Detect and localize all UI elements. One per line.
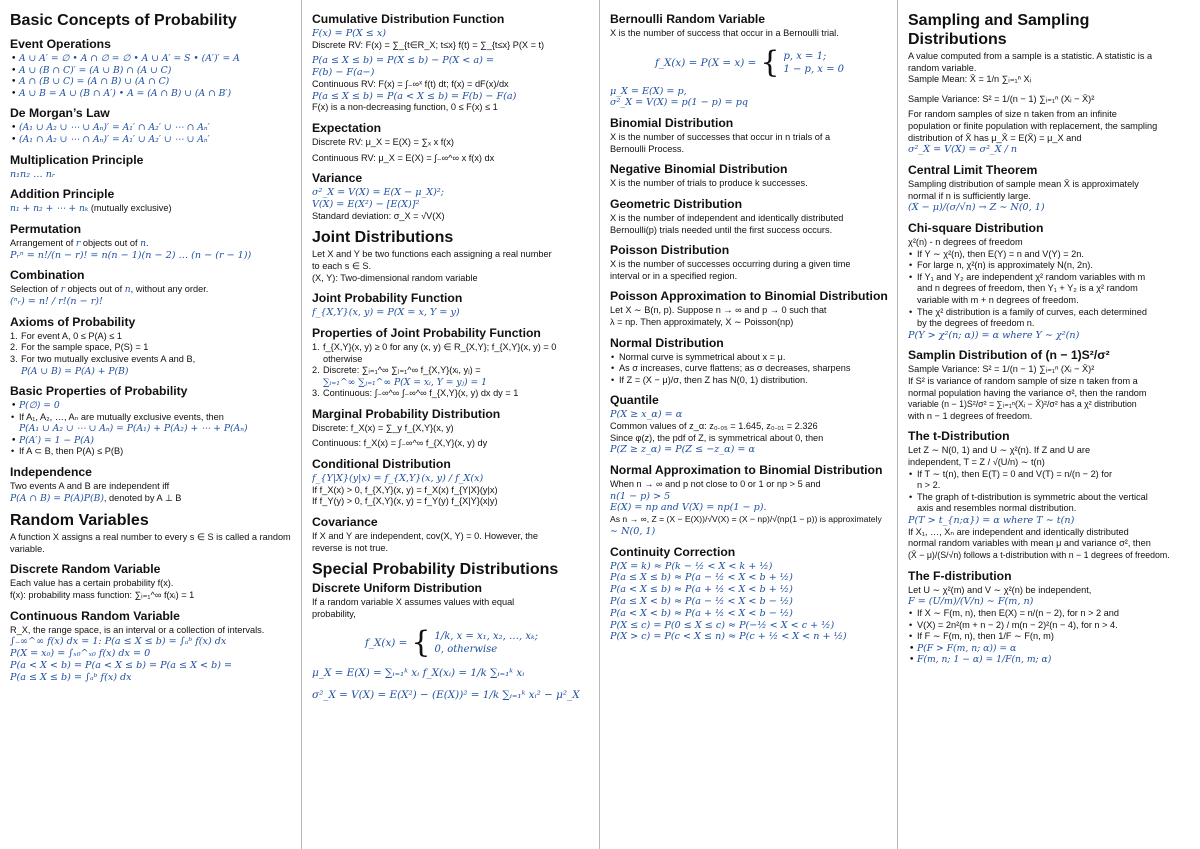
- uniform-pmf: [312, 625, 591, 661]
- t-text: (X̄ − μ)/(S/√n) follows a t-distribution with n − 1 degrees of freedom.: [908, 550, 1170, 560]
- list-item: • If F ∼ F(m, n), then 1/F ∼ F(n, m): [908, 631, 1192, 643]
- list-item: [10, 342, 293, 354]
- heading-axioms: Axioms of Probability: [10, 314, 136, 329]
- heading-expectation: Expectation: [312, 120, 382, 135]
- bernoulli-pmf: [610, 44, 889, 80]
- event-operations-list: [10, 53, 293, 99]
- item-text: and n degrees of freedom, then Y₁ + Y₂ is a χ² random: [917, 283, 1138, 294]
- list-item: • (A₁ ∪ A₂ ∪ ⋯ ∪ Aₙ)′ = A₁′ ∩ A₂′ ∪ ⋯ ∩ Aₙ′: [10, 122, 293, 134]
- text: Selection of: [10, 284, 61, 295]
- heading-covariance: Covariance: [312, 515, 378, 530]
- item-text: If Y₁ and Y₂ are independent χ² random variables with m: [917, 271, 1146, 282]
- list-item: • (A₁ ∩ A₂ ∪ ⋯ ∩ Aₙ)′ = A₁′ ∪ A₂′ ∪ ⋯ ∪ Aₙ′: [10, 134, 293, 146]
- item-text: If T ∼ t(n), then E(T) = 0 and V(T) = n/(n − 2) for: [917, 468, 1113, 479]
- heading-sampling-distribution: Samplin Distribution of (n − 1)S²/σ²: [908, 348, 1110, 363]
- heading-normal-approximation: Normal Approximation to Binomial Distribution: [610, 463, 883, 478]
- heading-geometric: Geometric Distribution: [610, 196, 743, 211]
- list-item: [312, 388, 591, 400]
- formula: V(X) = E(X²) − [E(X)]²: [312, 198, 420, 210]
- formula: P(A ∩ B) = P(A)P(B): [10, 492, 104, 504]
- pmf-cases: [434, 630, 538, 656]
- formula: σ²_X = V(X) = p(1 − p) = pq: [610, 97, 748, 109]
- formula: P(A₁ ∪ A₂ ∪ ⋯ ∪ Aₙ) = P(A₁) + P(A₂) + ⋯ + P(Aₙ): [19, 423, 248, 435]
- formula: σ²_X = V(X) = E(X − μ_X)²;: [312, 187, 444, 199]
- heading-multiplication-principle: Multiplication Principle: [10, 152, 144, 167]
- section-title-basic-concepts: Basic Concepts of Probability: [10, 12, 237, 29]
- list-item: • If Z = (X − μ)/σ, then Z has N(0, 1) distribution.: [610, 375, 889, 387]
- list-item: • Normal curve is symmetrical about x = μ.: [610, 352, 889, 364]
- covariance-text: If X and Y are independent, cov(X, Y) = 0. However, the: [312, 531, 539, 542]
- spacer: [312, 620, 591, 628]
- column-2: [302, 0, 600, 849]
- list-item: • A ∪ B = A ∪ (B ∩ A′) • A = (A ∩ B) ∪ (A ∩ B′): [10, 88, 293, 100]
- sample-variance: Sample Variance: S² = 1/(n − 1) ∑ᵢ₌₁ⁿ (Xᵢ − X̄)²: [908, 93, 1095, 104]
- formula: μ_X = E(X) = p,: [610, 85, 687, 97]
- list-item: • A ∪ A′ = ∅ • A ∩ ∅ = ∅ • A ∪ A′ = S • (A′)′ = A: [10, 53, 293, 65]
- t-list: [908, 469, 1192, 515]
- list-item: [10, 331, 293, 343]
- formula: P(X = x₀) = ∫ₓ₀^ₓ₀ f(x) dx = 0: [10, 648, 151, 660]
- pmf-case: 0, otherwise: [434, 644, 498, 656]
- heading-normal: Normal Distribution: [610, 335, 724, 350]
- formula: Standard deviation: σ_X = √V(X): [312, 210, 445, 221]
- item-text: If A₁, A₂, …, Aₙ are mutually exclusive events, then: [19, 411, 224, 422]
- heading-cdf: Cumulative Distribution Function: [312, 12, 505, 26]
- list-item: • If Y ∼ χ²(n), then E(Y) = n and V(Y) = 2n.: [908, 249, 1192, 261]
- item-text: Discrete: ∑ᵢ₌₁^∞ ∑ⱼ₌₁^∞ f_{X,Y}(xᵢ, yⱼ) =: [323, 365, 481, 376]
- spacer: [312, 680, 591, 688]
- column-1: [0, 0, 302, 849]
- text: , without any order.: [130, 284, 209, 295]
- formula: Continuous: f_X(x) = ∫₋∞^∞ f_{X,Y}(x, y) dy: [312, 438, 488, 449]
- section-title-special-distributions: Special Probability Distributions: [312, 561, 559, 579]
- list-item: [312, 342, 591, 365]
- formula: (X̄ − μ)/(σ/√n) → Z ∼ N(0, 1): [908, 202, 1045, 214]
- covariance-text: reverse is not true.: [312, 542, 389, 553]
- formula: P(X > c) = P(c < X ≤ n) ≈ P(c + ½ < X < n + ½): [610, 631, 847, 643]
- list-item: • A ∪ (B ∩ C)′ = (A ∪ B) ∩ (A ∪ C): [10, 65, 293, 77]
- text: Arrangement of: [10, 237, 76, 248]
- quantile-text: Since φ(z), the pdf of Z, is symmetrical about 0, then: [610, 432, 824, 443]
- formula: P(a < X < b) ≈ P(a + ½ < X < b − ½): [610, 607, 793, 619]
- sampdist-text: variable (n − 1)S²/σ² = ∑ᵢ₌₁ⁿ(Xᵢ − X̄)²/σ² has a χ² distribution: [908, 399, 1137, 410]
- list-item: [908, 492, 1192, 515]
- formula: P(a ≤ X ≤ b) ≈ P(a − ½ < X < b + ½): [610, 572, 793, 584]
- formula: ∑ᵢ₌₁^∞ ∑ⱼ₌₁^∞ P(X = xᵢ, Y = yⱼ) = 1: [323, 376, 487, 388]
- pmf-case: 1 − p, x = 0: [783, 63, 845, 75]
- basic-properties-list: [10, 400, 293, 458]
- variable: r: [75, 237, 81, 249]
- text: , denoted by A ⊥ B: [103, 492, 182, 503]
- formula: n₁n₂ … nᵣ: [10, 168, 56, 180]
- list-item: [312, 365, 591, 388]
- geometric-text: Bernoulli(p) trials needed until the first success occurs.: [610, 224, 833, 235]
- text: objects out of: [80, 237, 141, 248]
- heading-marginal: Marginal Probability Distribution: [312, 406, 501, 421]
- uniform-text: If a random variable X assumes values with equal: [312, 597, 515, 608]
- heading-t-distribution: The t-Distribution: [908, 429, 1010, 444]
- spacer: [312, 658, 591, 666]
- formula: P(X ≥ x_α) = α: [610, 409, 683, 421]
- sampdist-text: normal population having the variance σ², then the random: [908, 387, 1147, 398]
- random-variable-text: A function X assigns a real number to every s ∈ S is called a random variable.: [10, 532, 291, 554]
- heading-conditional: Conditional Distribution: [312, 457, 451, 472]
- item-text: Continuous: ∫₋∞^∞ ∫₋∞^∞ f_{X,Y}(x, y) dx dy = 1: [323, 388, 519, 399]
- formula: F = (U/m)/(V/n) ∼ F(m, n): [908, 596, 1034, 608]
- random-samples-text: For random samples of size n taken from an infinite: [908, 109, 1117, 120]
- list-item: [10, 412, 293, 435]
- heading-continuous-rv: Continuous Random Variable: [10, 608, 180, 623]
- discrete-rv-line: f(x): probability mass function: ∑ᵢ₌₁^∞ f(xᵢ) = 1: [10, 590, 195, 601]
- t-text: independent, T = Z / √(U/n) ∼ t(n): [908, 457, 1045, 468]
- item-text: otherwise: [323, 353, 363, 364]
- sampdist-text: If S² is variance of random sample of size n taken from a: [908, 376, 1138, 387]
- continuous-rv-line: R_X, the range space, is an interval or a collection of intervals.: [10, 624, 265, 635]
- independence-text: Two events A and B are independent iff: [10, 481, 170, 492]
- formula: f_{X,Y}(x, y) = P(X = x, Y = y): [312, 307, 460, 319]
- sampling-intro: random variable.: [908, 62, 977, 73]
- t-text: Let Z ∼ N(0, 1) and U ∼ χ²(n). If Z and U are: [908, 445, 1091, 456]
- heading-discrete-uniform: Discrete Uniform Distribution: [312, 581, 482, 596]
- formula: Pᵣⁿ = n!/(n − r)! = n(n − 1)(n − 2) … (n − (r − 1)): [10, 249, 252, 261]
- pmf-case: 1/k, x = x₁, x₂, …, xₖ;: [434, 631, 539, 643]
- heading-addition-principle: Addition Principle: [10, 187, 115, 202]
- formula: P(a < X < b) = P(a < X ≤ b) = P(a ≤ X < b) =: [10, 659, 233, 671]
- list-item: • A ∩ (B ∪ C) = (A ∩ B) ∪ (A ∩ C): [10, 76, 293, 88]
- t-text: normal random variables with mean μ and variance σ², then: [908, 538, 1151, 549]
- formula: F(b) − F(a−): [312, 67, 375, 79]
- formula: P(a ≤ X ≤ b) = P(a < X ≤ b) = F(b) − F(a): [312, 90, 517, 102]
- heading-independence: Independence: [10, 465, 92, 480]
- heading-f-distribution: The F-distribution: [908, 568, 1012, 583]
- text: objects out of: [64, 284, 125, 295]
- f-text: Let U ∼ χ²(m) and V ∼ χ²(n) be independent,: [908, 584, 1092, 595]
- heading-de-morgan: De Morgan’s Law: [10, 106, 110, 121]
- heading-clt: Central Limit Theorem: [908, 162, 1038, 177]
- list-item: • P(∅) = 0: [10, 400, 293, 412]
- de-morgan-list: [10, 122, 293, 145]
- list-item: • If X ∼ F(m, n), then E(X) = n/(n − 2), for n > 2 and: [908, 608, 1192, 620]
- formula: F(x) is a non-decreasing function, 0 ≤ F(x) ≤ 1: [312, 102, 498, 113]
- bernoulli-text: X is the number of success that occur in a Bernoulli trial.: [610, 28, 839, 38]
- quantile-text: Common values of z_α: z₀.₀₅ = 1.645, z₀.₀₁ = 2.326: [610, 421, 818, 432]
- binomial-text: Bernoulli Process.: [610, 143, 685, 154]
- joint-text: Let X and Y be two functions each assigning a real number: [312, 249, 552, 260]
- left-brace: {: [760, 44, 780, 80]
- left-brace: {: [411, 625, 431, 661]
- item-number: 3.: [10, 353, 18, 364]
- list-item: [908, 307, 1192, 330]
- formula: Continuous RV: F(x) = ∫₋∞ˣ f(t) dt; f(x) = dF(x)/dx: [312, 78, 509, 89]
- formula: n(1 − p) > 5: [610, 490, 671, 502]
- heading-discrete-rv: Discrete Random Variable: [10, 562, 161, 577]
- list-item: [908, 272, 1192, 307]
- item-text: f_{X,Y}(x, y) ≥ 0 for any (x, y) ∈ R_{X,Y}; f_{X,Y}(x, y) = 0: [323, 341, 557, 352]
- formula: Discrete RV: μ_X = E(X) = ∑ₓ x f(x): [312, 136, 454, 147]
- note: (mutually exclusive): [88, 203, 172, 214]
- addition-line: [10, 203, 293, 215]
- pmf-cases: [783, 50, 844, 76]
- text: .: [145, 237, 149, 248]
- formula: μ_X = E(X) = ∑ᵢ₌₁ᵏ xᵢ f_X(xᵢ) = 1/k ∑ᵢ₌₁ᵏ xᵢ: [312, 667, 525, 680]
- clt-text: Sampling distribution of sample mean X̄ is approximately: [908, 178, 1139, 189]
- section-title-sampling: Sampling and Sampling Distributions: [908, 12, 1090, 48]
- poisson-approx-text: λ = np. Then approximately, X ∼ Poisson(np): [610, 316, 794, 327]
- binomial-text: X is the number of successes that occur in n trials of a: [610, 132, 831, 143]
- chi-square-list: [908, 249, 1192, 330]
- spacer: [908, 86, 1192, 94]
- formula: If f_X(x) > 0, f_{X,Y}(x, y) = f_X(x) f_{Y|X}(y|x): [312, 484, 498, 495]
- heading-properties-jpf: Properties of Joint Probability Function: [312, 325, 541, 340]
- heading-variance: Variance: [312, 171, 363, 186]
- item-text: The χ² distribution is a family of curves, each determined: [917, 306, 1148, 317]
- f-list: [908, 608, 1192, 666]
- permutation-text: [10, 238, 293, 250]
- sampdist-text: Sample Variance: S² = 1/(n − 1) ∑ᵢ₌₁ⁿ (Xᵢ − X̄)²: [908, 364, 1095, 375]
- properties-jpf-list: [312, 342, 591, 400]
- normal-approx-text: When n → ∞ and p not close to 0 or 1 or np > 5 and: [610, 479, 821, 490]
- random-samples-text: distribution of X̄ has μ_X̄ = E(X̄) = μ_X and: [908, 132, 1082, 143]
- sample-mean: Sample Mean: X̄ = 1/n ∑ᵢ₌₁ⁿ Xᵢ: [908, 74, 1032, 85]
- formula: P(X ≤ c) = P(0 ≤ X ≤ c) ≈ P(−½ < X < c + ½): [610, 619, 835, 631]
- heading-quantile: Quantile: [610, 393, 659, 408]
- random-samples-text: population or finite population with replacement, the sampling: [908, 120, 1158, 131]
- formula: P(a ≤ X < b) ≈ P(a − ½ < X < b − ½): [610, 596, 793, 608]
- section-title-joint-distributions: Joint Distributions: [312, 229, 454, 247]
- heading-poisson: Poisson Distribution: [610, 243, 730, 258]
- formula: P(Z ≥ z_α) = P(Z ≤ −z_α) = α: [610, 444, 755, 456]
- normal-approx-text: As n → ∞, Z = (X − E(X))/√V(X) = (X − np)/√(np(1 − p)) is approximately: [610, 514, 882, 525]
- heading-poisson-approximation: Poisson Approximation to Binomial Distribution: [610, 289, 888, 304]
- independence-formula-line: [10, 493, 293, 505]
- joint-text: to each s ∈ S.: [312, 260, 372, 271]
- geometric-text: X is the number of independent and identically distributed: [610, 212, 844, 223]
- negative-binomial-text: X is the number of trials to produce k successes.: [610, 178, 808, 189]
- variable: n: [124, 284, 131, 296]
- axioms-list: [10, 331, 293, 377]
- item-text: For the sample space, P(S) = 1: [21, 342, 149, 353]
- spacer: [610, 40, 889, 48]
- item-text: The graph of t-distribution is symmetric about the vertical: [917, 491, 1148, 502]
- formula: f_{Y|X}(y|x) = f_{X,Y}(x, y) / f_X(x): [312, 473, 484, 485]
- heading-continuity-correction: Continuity Correction: [610, 544, 736, 559]
- joint-text: (X, Y): Two-dimensional random variable: [312, 272, 478, 283]
- heading-joint-probability-function: Joint Probability Function: [312, 291, 463, 306]
- heading-chi-square: Chi-square Distribution: [908, 220, 1044, 235]
- list-item: • V(X) = 2n²(m + n − 2) / m(n − 2)²(n − 4), for n > 4.: [908, 620, 1192, 632]
- formula: E(X) = np and V(X) = np(1 − p).: [610, 502, 767, 514]
- formula: Discrete: f_X(x) = ∑_y f_{X,Y}(x, y): [312, 422, 454, 433]
- spacer: [610, 78, 889, 86]
- discrete-rv-line: Each value has a certain probability f(x).: [10, 578, 174, 589]
- section-title-random-variables: Random Variables: [10, 512, 149, 530]
- combination-text: [10, 284, 293, 296]
- variable: r: [60, 284, 65, 296]
- heading-combination: Combination: [10, 268, 85, 283]
- formula: n₁ + n₂ + ⋯ + nₖ: [10, 203, 89, 215]
- item-text: For event A, 0 ≤ P(A) ≤ 1: [21, 330, 122, 341]
- formula: Discrete RV: F(x) = ∑_{t∈R_X; t≤x} f(t) = ∑_{t≤x} P(X = t): [312, 39, 545, 50]
- formula: P(T > t_{n;α}) = α where T ∼ t(n): [908, 515, 1075, 527]
- formula: P(a < X ≤ b) ≈ P(a + ½ < X < b + ½): [610, 584, 793, 596]
- formula: ∫₋∞^∞ f(x) dx = 1: P(a ≤ X ≤ b) = ∫ₐᵇ f(x) dx: [10, 636, 227, 648]
- item-text: by the degrees of freedom n.: [917, 318, 1035, 329]
- formula: (ⁿᵣ) = n! / r!(n − r)!: [10, 295, 103, 307]
- item-text: variable with m + n degrees of freedom.: [917, 294, 1079, 305]
- sampling-intro: A value computed from a sample is a statistic. A statistic is a: [908, 51, 1153, 61]
- formula: F(x) = P(X ≤ x): [312, 28, 387, 39]
- chi-square-first: χ²(n) - n degrees of freedom: [908, 236, 1023, 247]
- formula: P(a ≤ X ≤ b) = ∫ₐᵇ f(x) dx: [10, 671, 132, 683]
- formula: ∼ N(0, 1): [610, 525, 656, 537]
- formula: If f_Y(y) > 0, f_{X,Y}(x, y) = f_Y(y) f_{X|Y}(x|y): [312, 496, 498, 507]
- sampdist-text: with n − 1 degrees of freedom.: [908, 410, 1033, 421]
- heading-negative-binomial: Negative Binomial Distribution: [610, 162, 788, 177]
- heading-permutation: Permutation: [10, 221, 82, 236]
- heading-basic-properties: Basic Properties of Probability: [10, 384, 188, 399]
- pmf-lhs: f_X(x) = P(X = x) =: [654, 56, 757, 69]
- poisson-text: interval or in a specified region.: [610, 270, 738, 281]
- formula: Continuous RV: μ_X = E(X) = ∫₋∞^∞ x f(x) dx: [312, 152, 495, 163]
- column-3: [600, 0, 898, 849]
- formula: P(a ≤ X ≤ b) = P(X ≤ b) − P(X < a) =: [312, 55, 494, 67]
- item-number: 1.: [10, 330, 18, 341]
- formula: P(X = k) ≈ P(k − ½ < X < k + ½): [610, 560, 773, 572]
- uniform-text: probability,: [312, 608, 356, 619]
- list-item: [908, 469, 1192, 492]
- list-item: • For large n, χ²(n) is approximately N(n, 2n).: [908, 260, 1192, 272]
- list-item: • P(A′) = 1 − P(A): [10, 435, 293, 447]
- list-item: [10, 354, 293, 377]
- item-text: axis and resembles normal distribution.: [917, 503, 1077, 514]
- poisson-text: X is the number of successes occurring during a given time: [610, 259, 851, 270]
- list-item: • If A ⊂ B, then P(A) ≤ P(B): [10, 446, 293, 458]
- heading-binomial: Binomial Distribution: [610, 116, 734, 131]
- formula: P(Y > χ²(n; α)) = α where Y ∼ χ²(n): [908, 329, 1080, 341]
- list-item: • P(F > F(m, n; α)) = α: [908, 643, 1192, 655]
- item-number: 3.: [312, 388, 320, 399]
- list-item: • F(m, n; 1 − α) = 1/F(n, m; α): [908, 654, 1192, 666]
- column-4: [898, 0, 1200, 849]
- formula: σ²_X̄ = V(X̄) = σ²_X / n: [908, 144, 1018, 156]
- clt-text: normal if n is sufficiently large.: [908, 190, 1031, 201]
- pmf-lhs: f_X(x) =: [364, 637, 408, 650]
- t-text: If X₁, …, Xₙ are independent and identically distributed: [908, 526, 1129, 537]
- formula: σ²_X = V(X) = E(X²) − (E(X))² = 1/k ∑ᵢ₌₁ᵏ xᵢ² − μ²_X: [312, 689, 580, 702]
- item-number: 2.: [10, 342, 18, 353]
- heading-bernoulli: Bernoulli Random Variable: [610, 12, 766, 26]
- variable: n: [140, 237, 146, 249]
- item-text: n > 2.: [917, 480, 941, 491]
- item-number: 1.: [312, 341, 320, 352]
- heading-event-operations: Event Operations: [10, 37, 111, 51]
- item-text: For two mutually exclusive events A and B,: [21, 353, 196, 364]
- normal-list: [610, 352, 889, 387]
- pmf-case: p, x = 1;: [783, 50, 827, 62]
- list-item: • As σ increases, curve flattens; as σ decreases, sharpens: [610, 363, 889, 375]
- item-number: 2.: [312, 365, 320, 376]
- formula: P(A ∪ B) = P(A) + P(B): [21, 365, 129, 377]
- poisson-approx-text: Let X ∼ B(n, p). Suppose n → ∞ and p → 0 such that: [610, 305, 827, 316]
